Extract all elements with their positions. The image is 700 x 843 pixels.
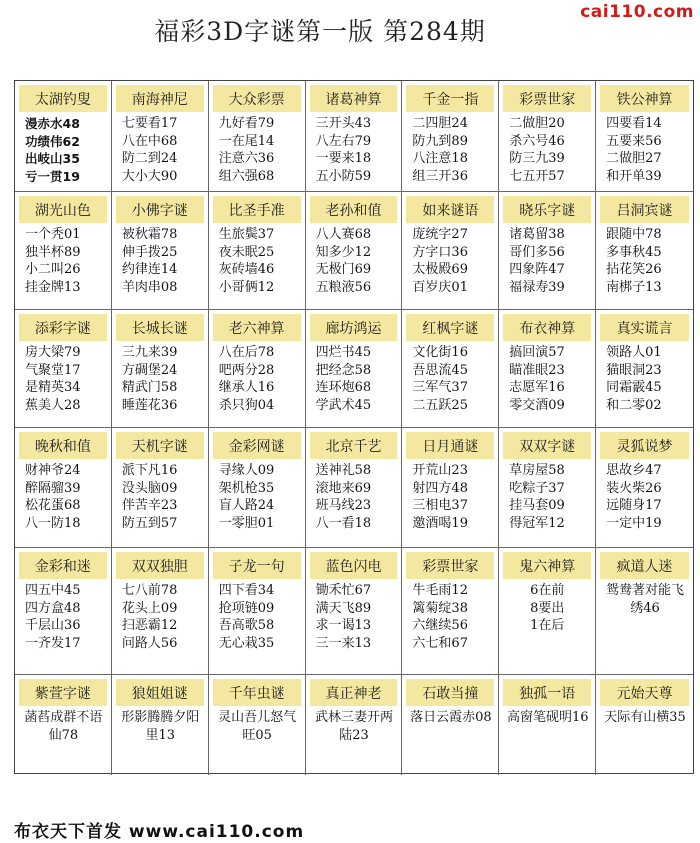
riddle-lines	[209, 223, 305, 296]
riddle-cell	[112, 675, 209, 775]
riddle-line: 寻缘人09	[218, 463, 275, 478]
riddle-source-header: 红枫字谜	[406, 314, 494, 341]
riddle-line: 吾高歌58	[218, 618, 275, 633]
riddle-line: 远随身17	[606, 498, 662, 513]
riddle-line: 七要看17	[121, 116, 178, 131]
riddle-cell	[499, 675, 596, 775]
riddle-source-header: 千年虫谜	[213, 679, 301, 706]
riddle-line: 杀只狗04	[218, 397, 275, 413]
riddle-source-header: 千金一指	[406, 85, 494, 112]
riddle-lines	[112, 706, 208, 744]
riddle-line: 七五开57	[509, 168, 565, 184]
riddle-lines	[596, 706, 693, 727]
riddle-source-header: 双双字谜	[503, 432, 591, 459]
riddle-line: 九好看79	[218, 116, 275, 131]
riddle-line: 方碉堡24	[121, 362, 178, 378]
riddle-line: 六七和67	[412, 635, 468, 651]
riddle-line: 鸳鸯著对能飞绣46	[606, 583, 685, 616]
riddle-lines	[306, 579, 402, 652]
riddle-lines	[499, 223, 595, 296]
riddle-line: 二做胆20	[509, 116, 565, 131]
riddle-line: 一零胆01	[218, 515, 275, 531]
riddle-source-header: 铁公神算	[600, 85, 689, 112]
riddle-lines	[499, 706, 595, 727]
riddle-line: 组三开36	[412, 168, 468, 184]
riddle-lines	[112, 579, 208, 652]
riddle-line: 无心栽35	[218, 635, 275, 651]
riddle-cell	[306, 548, 403, 675]
riddle-cell	[402, 310, 499, 428]
riddle-line: 气聚堂17	[25, 362, 81, 378]
riddle-line: 零交酒09	[509, 397, 565, 413]
riddle-line: 三一来13	[315, 635, 372, 651]
riddle-line: 射四方48	[412, 480, 468, 496]
riddle-line: 6在前	[530, 583, 565, 598]
riddle-lines	[306, 112, 402, 185]
riddle-line: 领路人01	[606, 345, 662, 360]
riddle-line: 哥们多56	[509, 244, 565, 260]
riddle-line: 灵山吾儿怒气旺05	[218, 710, 297, 743]
riddle-cell	[596, 548, 693, 675]
riddle-line: 是精英34	[25, 380, 81, 395]
footer-banner: 布衣天下首发 www.cai110.com	[14, 822, 305, 842]
riddle-line: 满天飞89	[315, 600, 372, 616]
riddle-line: 挂马套09	[509, 498, 565, 513]
riddle-lines	[596, 579, 693, 617]
riddle-lines	[15, 579, 111, 652]
riddle-line: 开荒山23	[412, 463, 468, 478]
riddle-cell	[209, 192, 306, 310]
riddle-cell	[402, 548, 499, 675]
riddle-line: 派下凡16	[121, 463, 178, 478]
riddle-source-header: 子龙一句	[213, 552, 301, 579]
riddle-lines	[209, 112, 305, 185]
riddle-line: 邀酒喝19	[412, 515, 468, 531]
riddle-line: 八人赛68	[315, 227, 372, 242]
riddle-line: 和开单39	[606, 168, 662, 184]
riddle-line: 吧两分28	[218, 362, 275, 378]
riddle-line: 精武门58	[121, 380, 178, 395]
riddle-line: 一个秃01	[25, 227, 81, 242]
riddle-line: 漫赤水48	[25, 116, 80, 131]
riddle-source-header: 蓝色闪电	[310, 552, 398, 579]
riddle-source-header: 布衣神算	[503, 314, 591, 341]
riddle-line: 睡莲花36	[121, 397, 178, 413]
riddle-cell	[596, 428, 693, 548]
riddle-source-header: 北京千艺	[310, 432, 398, 459]
riddle-source-header: 彩票世家	[503, 85, 591, 112]
riddle-line: 五要来56	[606, 133, 662, 149]
riddle-line: 三九来39	[121, 345, 178, 360]
riddle-line: 装火柴26	[606, 480, 662, 496]
riddle-cell	[306, 310, 403, 428]
riddle-line: 送神礼58	[315, 463, 372, 478]
riddle-lines	[402, 341, 498, 414]
riddle-lines	[112, 223, 208, 296]
riddle-cell	[112, 428, 209, 548]
riddle-cell	[402, 192, 499, 310]
riddle-line: 注意六36	[218, 151, 275, 166]
riddle-line: 一定中19	[606, 515, 662, 531]
riddle-cell	[499, 428, 596, 548]
riddle-lines	[596, 341, 693, 414]
riddle-lines	[112, 112, 208, 185]
riddle-source-header: 鬼六神算	[503, 552, 591, 579]
riddle-source-header: 廊坊鸿运	[310, 314, 398, 341]
riddle-line: 一要来18	[315, 151, 372, 166]
riddle-cell	[209, 81, 306, 192]
riddle-cell	[15, 675, 112, 775]
riddle-source-header: 金彩网谜	[213, 432, 301, 459]
riddle-lines	[209, 459, 305, 532]
riddle-line: 同霜霰45	[606, 380, 662, 395]
riddle-source-header: 双双独胆	[116, 552, 204, 579]
riddle-source-header: 添彩字谜	[19, 314, 107, 341]
riddle-line: 知多少12	[315, 244, 372, 260]
riddle-line: 太极殿69	[412, 262, 468, 277]
riddle-line: 小哥俩12	[218, 279, 275, 295]
riddle-line: 二做胆27	[606, 151, 662, 166]
riddle-cell	[499, 81, 596, 192]
riddle-line: 高窗笔砚明16	[506, 710, 589, 725]
riddle-line: 防九到89	[412, 133, 468, 149]
riddle-source-header: 诸葛神算	[310, 85, 398, 112]
riddle-line: 八注意18	[412, 151, 468, 166]
riddle-line: 盲人路24	[218, 498, 275, 513]
riddle-lines	[15, 341, 111, 414]
riddle-line: 四五中45	[25, 583, 81, 598]
riddle-line: 思故乡47	[606, 463, 662, 478]
riddle-line: 得冠军12	[509, 515, 565, 531]
riddle-lines	[402, 223, 498, 296]
riddle-cell	[112, 310, 209, 428]
riddle-line: 搞回演57	[509, 345, 565, 360]
riddle-line: 问路人56	[121, 635, 178, 651]
riddle-cell	[112, 81, 209, 192]
riddle-line: 学武术45	[315, 397, 372, 413]
riddle-cell	[15, 192, 112, 310]
riddle-lines	[499, 579, 595, 635]
riddle-source-header: 大众彩票	[213, 85, 301, 112]
riddle-line: 猫眼洞23	[606, 362, 662, 378]
riddle-cell	[15, 428, 112, 548]
riddle-cell	[596, 310, 693, 428]
riddle-line: 庞统字27	[412, 227, 468, 242]
riddle-line: 抢项链09	[218, 600, 275, 616]
riddle-line: 草房屋58	[509, 463, 565, 478]
riddle-source-header: 元始天尊	[600, 679, 689, 706]
riddle-line: 八左右79	[315, 133, 372, 149]
riddle-source-header: 真正神老	[310, 679, 398, 706]
riddle-cell	[596, 192, 693, 310]
riddle-line: 八一防18	[25, 515, 81, 531]
riddle-source-header: 比圣手准	[213, 196, 301, 223]
riddle-source-header: 老六神算	[213, 314, 301, 341]
riddle-line: 志愿军16	[509, 380, 565, 395]
riddle-lines	[209, 579, 305, 652]
riddle-line: 无极门69	[315, 262, 372, 277]
riddle-source-header: 疯道人迷	[600, 552, 689, 579]
riddle-lines	[209, 341, 305, 414]
riddle-line: 千层山36	[25, 618, 81, 633]
riddle-line: 大小大90	[121, 168, 178, 184]
site-watermark: cai110.com	[580, 2, 694, 22]
riddle-lines	[15, 112, 111, 185]
riddle-lines	[209, 706, 305, 744]
riddle-cell	[209, 548, 306, 675]
riddle-lines	[112, 341, 208, 414]
riddle-cell	[306, 81, 403, 192]
riddle-line: 六继续56	[412, 618, 468, 633]
riddle-line: 财神爷24	[25, 463, 81, 478]
riddle-line: 约律连14	[121, 262, 178, 277]
riddle-line: 架机枪35	[218, 480, 275, 496]
riddle-lines	[596, 223, 693, 296]
riddle-lines	[596, 459, 693, 532]
riddle-line: 跟随中78	[606, 227, 662, 242]
riddle-source-header: 长城长谜	[116, 314, 204, 341]
riddle-line: 连环炮68	[315, 380, 372, 395]
riddle-line: 组六强68	[218, 168, 275, 184]
riddle-table	[14, 80, 694, 774]
riddle-source-header: 晚秋和值	[19, 432, 107, 459]
riddle-lines	[402, 579, 498, 652]
riddle-line: 灰砖墙46	[218, 262, 275, 277]
riddle-line: 生旅鬓37	[218, 227, 275, 242]
riddle-line: 四烂书45	[315, 345, 372, 360]
riddle-line: 天际有山横35	[604, 710, 686, 725]
riddle-source-header: 老孙和值	[310, 196, 398, 223]
riddle-line: 蕉美人28	[25, 397, 81, 413]
riddle-cell	[209, 675, 306, 775]
riddle-cell	[596, 81, 693, 192]
riddle-cell	[209, 310, 306, 428]
riddle-line: 出岐山35	[25, 151, 80, 166]
riddle-lines	[499, 341, 595, 414]
riddle-cell	[306, 428, 403, 548]
riddle-line: 小二叫26	[25, 262, 81, 277]
riddle-cell	[306, 675, 403, 775]
riddle-line: 二五跃25	[412, 397, 468, 413]
riddle-cell	[306, 192, 403, 310]
riddle-line: 拈花笑26	[606, 262, 662, 277]
riddle-line: 一在尾14	[218, 133, 275, 149]
riddle-line: 求一谒13	[315, 618, 372, 633]
riddle-line: 三开头43	[315, 116, 372, 131]
riddle-line: 挂金牌13	[25, 279, 81, 295]
riddle-cell	[15, 310, 112, 428]
riddle-line: 吃粽子37	[509, 480, 565, 496]
riddle-line: 武林三妻开两陆23	[314, 710, 393, 743]
riddle-line: 方字口36	[412, 244, 468, 260]
riddle-lines	[596, 112, 693, 185]
riddle-cell	[402, 428, 499, 548]
riddle-lines	[306, 706, 402, 744]
riddle-line: 五粮液56	[315, 279, 372, 295]
riddle-source-header: 南海神尼	[116, 85, 204, 112]
riddle-line: 锄禾忙67	[315, 583, 372, 598]
riddle-cell	[15, 81, 112, 192]
riddle-line: 牛毛雨12	[412, 583, 468, 598]
riddle-line: 菡萏成群不语仙78	[24, 710, 103, 743]
riddle-line: 松花蛋68	[25, 498, 81, 513]
riddle-cell	[402, 81, 499, 192]
riddle-line: 防三九39	[509, 151, 565, 166]
riddle-line: 羊肉串08	[121, 279, 178, 295]
riddle-lines	[402, 459, 498, 532]
riddle-line: 四下看34	[218, 583, 275, 598]
riddle-source-header: 真实谎言	[600, 314, 689, 341]
riddle-line: 夜未眠25	[218, 244, 275, 260]
riddle-line: 八在后78	[218, 345, 275, 360]
riddle-lines	[306, 459, 402, 532]
riddle-lines	[306, 223, 402, 296]
riddle-lines	[15, 706, 111, 744]
riddle-lines	[402, 706, 498, 727]
riddle-cell	[499, 310, 596, 428]
riddle-cell	[402, 675, 499, 775]
riddle-source-header: 太湖钓叟	[19, 85, 107, 112]
riddle-line: 1在后	[530, 618, 565, 633]
riddle-line: 五小防59	[315, 168, 372, 184]
riddle-line: 功绩伟62	[25, 133, 80, 149]
riddle-line: 七八前78	[121, 583, 178, 598]
riddle-line: 四要看14	[606, 116, 662, 131]
riddle-line: 杀六号46	[509, 133, 565, 149]
riddle-line: 四方盒48	[25, 600, 81, 616]
riddle-line: 南梆子13	[606, 279, 662, 295]
riddle-source-header: 紫萱字谜	[19, 679, 107, 706]
riddle-line: 诸葛留38	[509, 227, 565, 242]
riddle-line: 福禄寿39	[509, 279, 565, 295]
riddle-source-header: 石敢当撞	[406, 679, 494, 706]
riddle-cell	[15, 548, 112, 675]
riddle-line: 形影腾腾夕阳里13	[121, 710, 200, 743]
riddle-line: 二四胆24	[412, 116, 468, 131]
riddle-lines	[306, 341, 402, 414]
riddle-line: 亏一贯19	[25, 168, 80, 184]
riddle-line: 继承人16	[218, 380, 275, 395]
riddle-line: 瞄准眼23	[509, 362, 565, 378]
riddle-source-header: 吕洞宾谜	[600, 196, 689, 223]
riddle-source-header: 狼姐姐谜	[116, 679, 204, 706]
riddle-lines	[499, 112, 595, 185]
riddle-line: 三相电37	[412, 498, 468, 513]
riddle-line: 八在中68	[121, 133, 178, 149]
riddle-line: 多事秋45	[606, 244, 662, 260]
riddle-line: 醉隔骝39	[25, 480, 81, 496]
riddle-line: 没头脑09	[121, 480, 178, 496]
riddle-source-header: 湖光山色	[19, 196, 107, 223]
riddle-line: 扫恶霸12	[121, 618, 178, 633]
riddle-line: 篱菊绽38	[412, 600, 468, 616]
riddle-line: 四象阵47	[509, 262, 565, 277]
riddle-line: 文化街16	[412, 345, 468, 360]
riddle-line: 花头上09	[121, 600, 178, 616]
page-title: 福彩3D字谜第一版 第284期	[154, 17, 486, 46]
riddle-lines	[112, 459, 208, 532]
riddle-line: 把经念58	[315, 362, 372, 378]
riddle-source-header: 日月通谜	[406, 432, 494, 459]
riddle-line: 落日云霞赤08	[410, 710, 492, 725]
riddle-line: 8要出	[530, 600, 565, 616]
riddle-cell	[112, 192, 209, 310]
riddle-line: 吾思流45	[412, 362, 468, 378]
riddle-source-header: 天机字谜	[116, 432, 204, 459]
riddle-source-header: 独孤一语	[503, 679, 591, 706]
riddle-line: 防五到57	[121, 515, 178, 531]
riddle-cell	[499, 192, 596, 310]
riddle-line: 房大梁79	[25, 345, 81, 360]
riddle-lines	[402, 112, 498, 185]
riddle-line: 防二到24	[121, 151, 178, 166]
riddle-source-header: 金彩和迷	[19, 552, 107, 579]
riddle-cell	[499, 548, 596, 675]
riddle-line: 百岁庆01	[412, 279, 468, 295]
riddle-lines	[15, 459, 111, 532]
riddle-cell	[596, 675, 693, 775]
riddle-cell	[209, 428, 306, 548]
riddle-source-header: 小佛字谜	[116, 196, 204, 223]
riddle-line: 独半杯89	[25, 244, 81, 260]
riddle-cell	[112, 548, 209, 675]
riddle-source-header: 晓乐字谜	[503, 196, 591, 223]
riddle-lines	[499, 459, 595, 532]
riddle-source-header: 灵狐说梦	[600, 432, 689, 459]
riddle-line: 滚地来69	[315, 480, 372, 496]
riddle-source-header: 彩票世家	[406, 552, 494, 579]
riddle-line: 被秋霜78	[121, 227, 178, 242]
riddle-line: 八一看18	[315, 515, 372, 531]
riddle-line: 班马线23	[315, 498, 372, 513]
riddle-source-header: 如来谜语	[406, 196, 494, 223]
riddle-lines	[15, 223, 111, 296]
riddle-line: 伴苦辛23	[121, 498, 178, 513]
riddle-line: 一齐发17	[25, 635, 81, 651]
riddle-line: 和二零02	[606, 397, 662, 413]
riddle-line: 伸手拨25	[121, 244, 178, 260]
riddle-line: 三军气37	[412, 380, 468, 395]
